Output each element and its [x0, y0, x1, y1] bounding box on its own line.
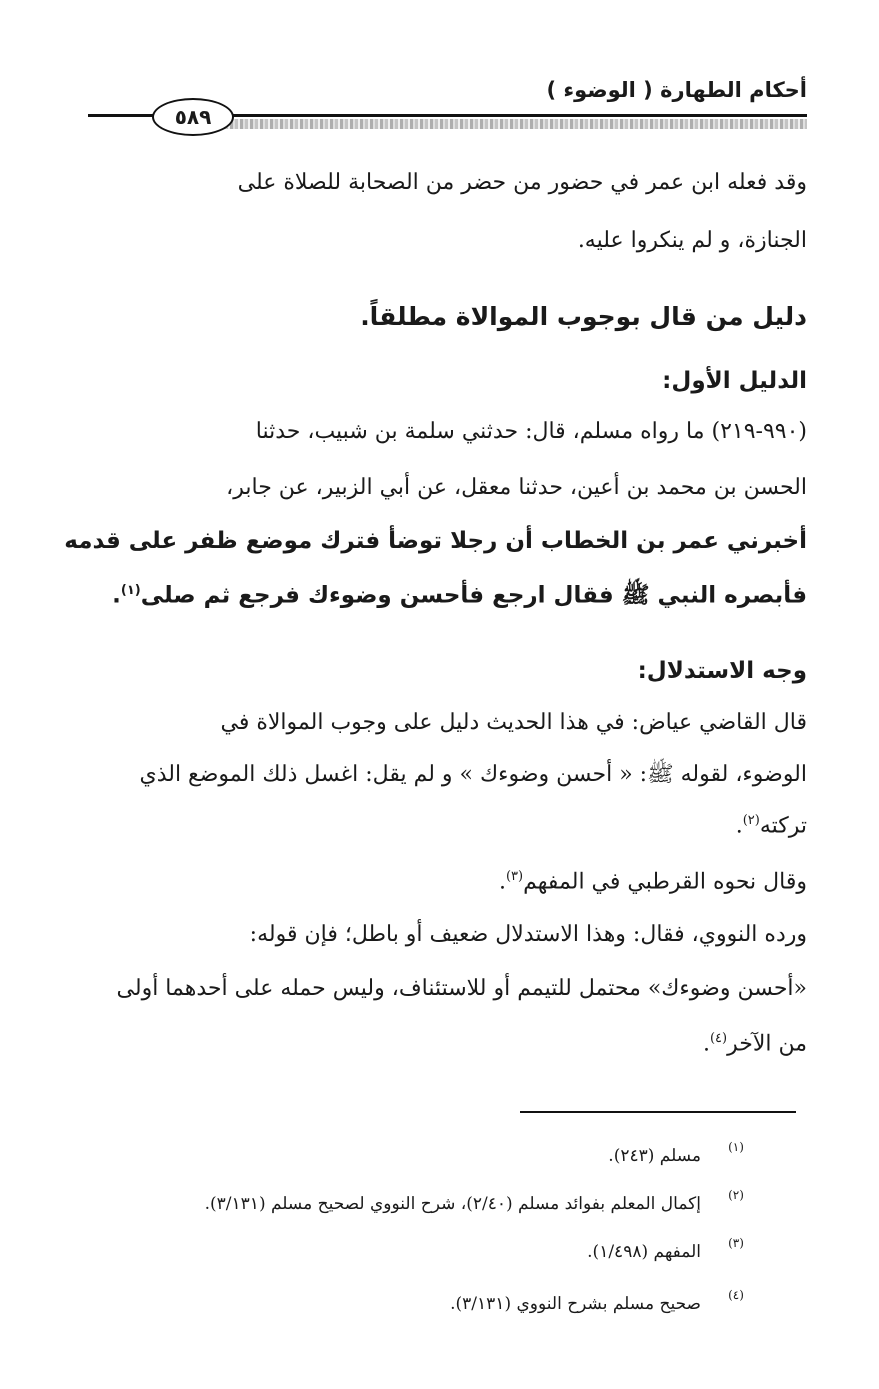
footnote-ref-4: (٤) — [709, 1031, 728, 1046]
footnote-text: المفهم (١/٤٩٨). — [587, 1242, 701, 1262]
paragraph-3-line-1: قال القاضي عياض: في هذا الحديث دليل على وجوب الموالاة في — [220, 710, 807, 735]
footnote-text: مسلم (٢٤٣). — [608, 1146, 701, 1166]
paragraph-5-line-3: من الآخر$^{(٤)}$. — [702, 1031, 807, 1057]
footnote-ref-3: (٣) — [505, 869, 524, 884]
footnote-2 — [0, 1188, 879, 1220]
paragraph-1-line-1: وقد فعله ابن عمر في حضور من حضر من الصحابة للصلاة على — [237, 170, 807, 195]
section-heading: دليل من قال بوجوب الموالاة مطلقاً. — [360, 302, 807, 331]
subsection-heading-first-evidence: الدليل الأول: — [662, 368, 807, 394]
paragraph-5-line-1: ورده النووي، فقال: وهذا الاستدلال ضعيف أو باطل؛ فإن قوله: — [249, 922, 807, 947]
footnote-ref-2: (٢) — [742, 813, 760, 828]
paragraph-2-line-2: الحسن بن محمد بن أعين، حدثنا معقل، عن أبي الزبير، عن جابر، — [226, 475, 807, 500]
paragraph-3-line-2: الوضوء، لقوله ﷺ: « أحسن وضوءك » و لم يقل: اغسل ذلك الموضع الذي — [139, 762, 807, 787]
footnote-number: (٤) — [728, 1288, 744, 1302]
page-number: ٥٨٩ — [152, 98, 234, 136]
footnote-4 — [0, 1288, 879, 1320]
hadith-text-line-2: فأبصره النبي ﷺ فقال ارجع فأحسن وضوءك فرجع ثم صلى$^{(١)}$. — [112, 582, 807, 609]
paragraph-2-line-1: (٩٩٠-٢١٩) ما رواه مسلم، قال: حدثني سلمة بن شبيب، حدثنا — [255, 419, 807, 444]
footnote-number: (٢) — [728, 1188, 744, 1202]
footnote-ref-1: (١) — [120, 583, 141, 598]
footnote-separator — [520, 1111, 796, 1113]
footnote-3 — [0, 1236, 879, 1268]
paragraph-4: وقال نحوه القرطبي في المفهم$^{(٣)}$. — [498, 869, 807, 895]
footnote-number: (٣) — [728, 1236, 744, 1250]
running-header-title: أحكام الطهارة ( الوضوء ) — [546, 78, 807, 102]
paragraph-5-line-2: «أحسن وضوءك» محتمل للتيمم أو للاستئناف، وليس حمله على أحدهما أولى — [116, 976, 807, 1001]
header-shade-band — [220, 119, 807, 129]
subsection-heading-inference: وجه الاستدلال: — [637, 658, 807, 684]
footnote-number: (١) — [728, 1140, 744, 1154]
hadith-text-line-1: أخبرني عمر بن الخطاب أن رجلا توضأ فترك موضع ظفر على قدمه — [64, 528, 807, 554]
footnote-1 — [0, 1140, 879, 1172]
paragraph-3-line-3: تركته$^{(٢)}$. — [735, 813, 807, 839]
footnote-text: صحيح مسلم بشرح النووي (٣/١٣١). — [450, 1294, 701, 1314]
paragraph-1-line-2: الجنازة، و لم ينكروا عليه. — [577, 228, 807, 253]
footnote-text: إكمال المعلم بفوائد مسلم (٢/٤٠)، شرح النووي لصحيح مسلم (٣/١٣١). — [204, 1194, 701, 1214]
